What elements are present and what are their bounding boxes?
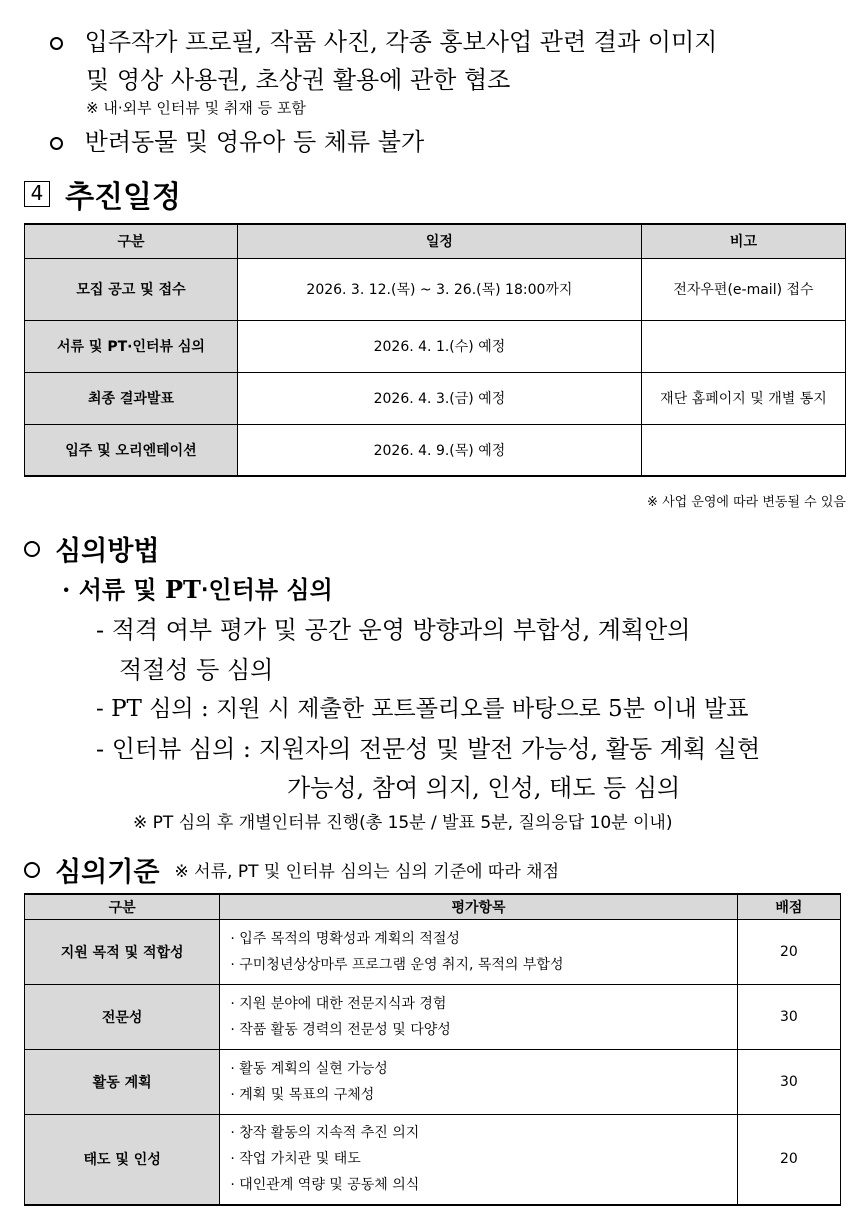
header-schedule: 일정 xyxy=(237,224,641,258)
table-row xyxy=(25,984,841,1049)
table-header-row xyxy=(25,894,841,919)
criteria-items xyxy=(220,984,737,1049)
row-label: 모집 공고 및 접수 xyxy=(25,258,238,320)
criteria-label: 태도 및 인성 xyxy=(25,1114,220,1205)
top-item-1-continued: 및 영상 사용권, 초상권 활용에 관한 협조 xyxy=(86,66,511,94)
table-row xyxy=(25,258,846,320)
row-schedule: 2026. 4. 1.(수) 예정 xyxy=(237,320,641,372)
section-4-heading xyxy=(24,172,181,216)
circle-bullet-icon xyxy=(50,37,63,50)
method-title: 심의방법 xyxy=(55,536,160,567)
criteria-item: · 지원 분야에 대한 전문지식과 경험 xyxy=(230,995,447,1012)
criteria-title: 심의기준 xyxy=(55,857,160,888)
row-schedule: 2026. 4. 9.(목) 예정 xyxy=(237,424,641,476)
criteria-item: · 대인관계 역량 및 공동체 의식 xyxy=(230,1177,420,1194)
criteria-item: · 활동 계획의 실현 가능성 xyxy=(230,1060,388,1077)
method-item-1: - 적격 여부 평가 및 공간 운영 방향과의 부합성, 계획안의 xyxy=(96,616,691,644)
row-label: 최종 결과발표 xyxy=(25,372,238,424)
criteria-note: ※ 서류, PT 및 인터뷰 심의는 심의 기준에 따라 채점 xyxy=(174,862,560,882)
row-note: 재단 홈페이지 및 개별 통지 xyxy=(641,372,845,424)
table-row xyxy=(25,320,846,372)
table-header-row xyxy=(25,224,846,258)
criteria-item: · 구미청년상상마루 프로그램 운영 취지, 목적의 부합성 xyxy=(230,956,564,973)
circle-bullet-icon xyxy=(50,137,63,150)
circle-bullet-icon xyxy=(24,862,40,878)
schedule-footnote: ※ 사업 운영에 따라 변동될 수 있음 xyxy=(647,495,846,510)
method-note: ※ PT 심의 후 개별인터뷰 진행(총 15분 / 발표 5분, 질의응답 10분 이내) xyxy=(133,813,673,833)
row-schedule: 2026. 3. 12.(목) ~ 3. 26.(목) 18:00까지 xyxy=(237,258,641,320)
criteria-item: · 작업 가치관 및 태도 xyxy=(230,1151,361,1168)
row-note: 전자우편(e-mail) 접수 xyxy=(641,258,845,320)
schedule-table xyxy=(24,223,846,477)
row-note xyxy=(641,424,845,476)
table-row xyxy=(25,919,841,984)
criteria-item: · 계획 및 목표의 구체성 xyxy=(230,1086,375,1103)
method-item-3: - 인터뷰 심의 : 지원자의 전문성 및 발전 가능성, 활동 계획 실현 xyxy=(96,735,761,763)
criteria-item: · 작품 활동 경력의 전문성 및 다양성 xyxy=(230,1021,451,1038)
row-note xyxy=(641,320,845,372)
criteria-items xyxy=(220,1049,737,1114)
criteria-items xyxy=(220,919,737,984)
row-label: 입주 및 오리엔테이션 xyxy=(25,424,238,476)
header-score: 배점 xyxy=(737,894,840,919)
top-item-2: 반려동물 및 영유아 등 체류 불가 xyxy=(50,122,424,157)
table-row xyxy=(25,372,846,424)
method-item-1-continued: 적절성 등 심의 xyxy=(119,656,274,684)
criteria-label: 지원 목적 및 적합성 xyxy=(25,919,220,984)
criteria-item: · 입주 목적의 명확성과 계획의 적절성 xyxy=(230,930,460,947)
top-item-1: 입주작가 프로필, 작품 사진, 각종 홍보사업 관련 결과 이미지 xyxy=(50,22,717,57)
method-subtitle: · 서류 및 PT‧인터뷰 심의 xyxy=(62,575,333,604)
row-schedule: 2026. 4. 3.(금) 예정 xyxy=(237,372,641,424)
header-evaluation-items: 평가항목 xyxy=(220,894,737,919)
section-number-box: 4 xyxy=(24,181,50,207)
criteria-heading xyxy=(24,850,559,889)
criteria-score: 30 xyxy=(737,1049,840,1114)
criteria-score: 20 xyxy=(737,919,840,984)
row-label: 서류 및 PT·인터뷰 심의 xyxy=(25,320,238,372)
table-row xyxy=(25,1049,841,1114)
table-row xyxy=(25,424,846,476)
section-title: 추진일정 xyxy=(65,180,182,215)
method-heading xyxy=(24,529,159,568)
criteria-score: 20 xyxy=(737,1114,840,1205)
circle-bullet-icon xyxy=(24,541,40,557)
criteria-label: 활동 계획 xyxy=(25,1049,220,1114)
header-category: 구분 xyxy=(25,224,238,258)
method-item-3-continued: 가능성, 참여 의지, 인성, 태도 등 심의 xyxy=(287,774,681,802)
header-note: 비고 xyxy=(641,224,845,258)
top-note: ※ 내‧외부 인터뷰 및 취재 등 포함 xyxy=(86,99,306,117)
header-category: 구분 xyxy=(25,894,220,919)
criteria-item: · 창작 활동의 지속적 추진 의지 xyxy=(230,1125,420,1142)
table-row xyxy=(25,1114,841,1205)
method-item-2: - PT 심의 : 지원 시 제출한 포트폴리오를 바탕으로 5분 이내 발표 xyxy=(96,696,749,722)
criteria-table xyxy=(24,893,841,1206)
criteria-score: 30 xyxy=(737,984,840,1049)
criteria-items xyxy=(220,1114,737,1205)
criteria-label: 전문성 xyxy=(25,984,220,1049)
